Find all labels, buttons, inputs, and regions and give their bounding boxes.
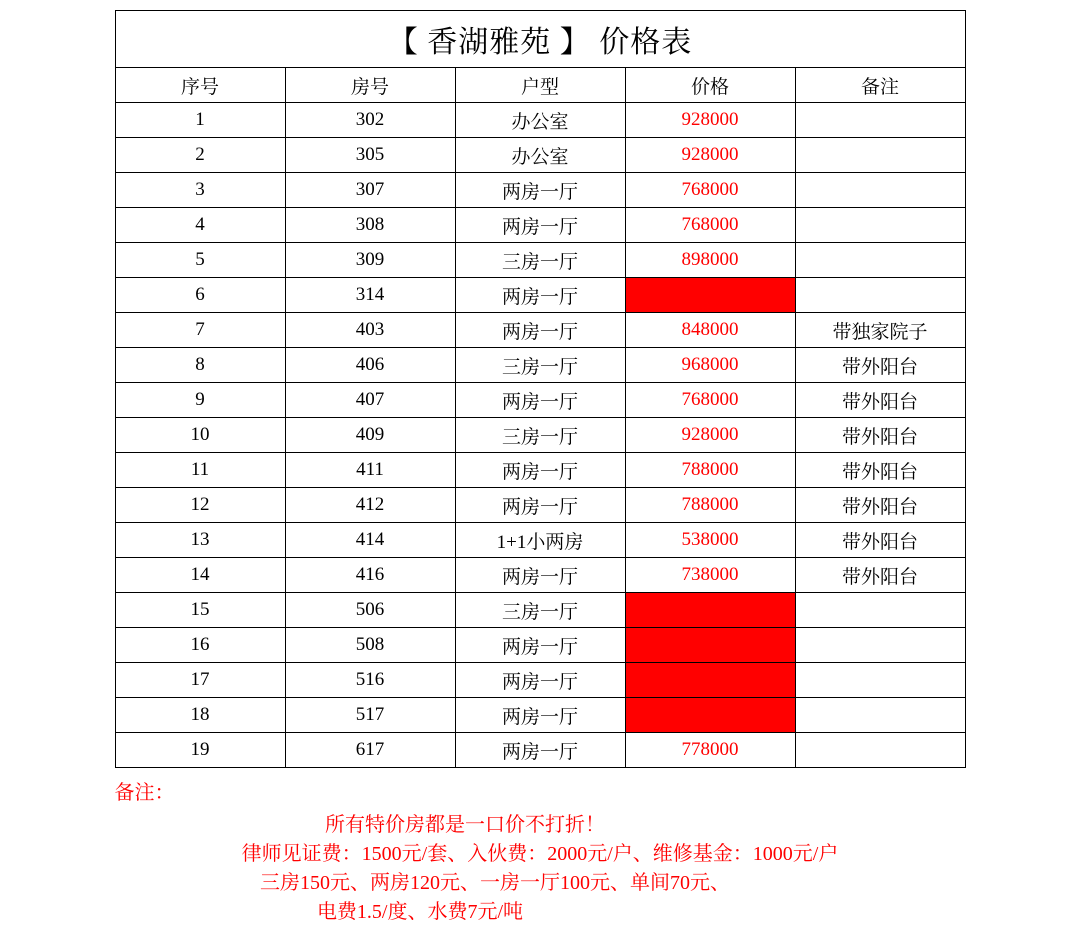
cell-room: 412 [285, 488, 455, 523]
column-header-type: 户型 [455, 68, 625, 103]
cell-remark: 带外阳台 [795, 383, 965, 418]
cell-price: 768000 [625, 173, 795, 208]
cell-price-sold [625, 593, 795, 628]
table-row [115, 698, 965, 733]
table-row [115, 383, 965, 418]
cell-room: 411 [285, 453, 455, 488]
cell-price-sold [625, 698, 795, 733]
table-row [115, 628, 965, 663]
cell-remark: 带外阳台 [795, 523, 965, 558]
cell-remark: 带外阳台 [795, 488, 965, 523]
table-row [115, 313, 965, 348]
cell-room: 516 [285, 663, 455, 698]
cell-remark [795, 278, 965, 313]
cell-remark [795, 628, 965, 663]
cell-index: 18 [115, 698, 285, 733]
cell-price: 788000 [625, 488, 795, 523]
cell-type: 三房一厅 [455, 418, 625, 453]
cell-type: 两房一厅 [455, 453, 625, 488]
cell-room: 406 [285, 348, 455, 383]
cell-index: 16 [115, 628, 285, 663]
table-header-row [115, 68, 965, 103]
cell-type: 1+1小两房 [455, 523, 625, 558]
cell-type: 两房一厅 [455, 733, 625, 768]
cell-index: 11 [115, 453, 285, 488]
cell-remark: 带外阳台 [795, 348, 965, 383]
column-header-price: 价格 [625, 68, 795, 103]
price-table [115, 10, 966, 768]
remarks-label: 备注： [114, 782, 175, 804]
cell-index: 2 [115, 138, 285, 173]
cell-remark [795, 663, 965, 698]
cell-type: 三房一厅 [455, 593, 625, 628]
cell-price: 788000 [625, 453, 795, 488]
cell-index: 9 [115, 383, 285, 418]
cell-index: 1 [115, 103, 285, 138]
column-header-index: 序号 [115, 68, 285, 103]
cell-room: 409 [285, 418, 455, 453]
cell-price: 928000 [625, 103, 795, 138]
cell-room: 617 [285, 733, 455, 768]
table-row [115, 348, 965, 383]
cell-index: 10 [115, 418, 285, 453]
cell-room: 302 [285, 103, 455, 138]
cell-remark [795, 243, 965, 278]
table-row [115, 278, 965, 313]
cell-index: 13 [115, 523, 285, 558]
cell-price: 898000 [625, 243, 795, 278]
table-row [115, 593, 965, 628]
cell-type: 两房一厅 [455, 173, 625, 208]
cell-index: 3 [115, 173, 285, 208]
column-header-remark: 备注 [795, 68, 965, 103]
title-row [115, 11, 965, 68]
cell-room: 414 [285, 523, 455, 558]
cell-price: 968000 [625, 348, 795, 383]
cell-index: 14 [115, 558, 285, 593]
table-row [115, 733, 965, 768]
cell-remark [795, 698, 965, 733]
cell-type: 两房一厅 [455, 488, 625, 523]
cell-index: 17 [115, 663, 285, 698]
cell-room: 508 [285, 628, 455, 663]
cell-type: 两房一厅 [455, 558, 625, 593]
cell-room: 517 [285, 698, 455, 733]
table-row [115, 208, 965, 243]
cell-remark [795, 138, 965, 173]
remarks-line-2: 律师见证费：1500元/套、入伙费：2000元/户、维修基金：1000元/户 [241, 843, 839, 865]
table-row [115, 453, 965, 488]
cell-type: 三房一厅 [455, 243, 625, 278]
cell-type: 办公室 [455, 103, 625, 138]
cell-index: 15 [115, 593, 285, 628]
cell-type: 办公室 [455, 138, 625, 173]
cell-price-sold [625, 628, 795, 663]
page-title: 【 香湖雅苑 】 价格表 [115, 11, 965, 68]
remarks-line-4: 电费1.5/度、水费7元/吨 [316, 901, 524, 923]
cell-room: 403 [285, 313, 455, 348]
remarks-line-3: 三房150元、两房120元、一房一厅100元、单间70元、 [260, 872, 730, 894]
cell-remark: 带独家院子 [795, 313, 965, 348]
cell-type: 两房一厅 [455, 208, 625, 243]
cell-room: 506 [285, 593, 455, 628]
cell-remark [795, 593, 965, 628]
cell-type: 两房一厅 [455, 663, 625, 698]
cell-index: 8 [115, 348, 285, 383]
cell-room: 314 [285, 278, 455, 313]
table-row [115, 523, 965, 558]
cell-index: 12 [115, 488, 285, 523]
cell-remark [795, 103, 965, 138]
cell-remark [795, 208, 965, 243]
column-header-room: 房号 [285, 68, 455, 103]
cell-type: 两房一厅 [455, 698, 625, 733]
cell-price-sold [625, 278, 795, 313]
cell-price: 928000 [625, 418, 795, 453]
table-row [115, 243, 965, 278]
cell-remark [795, 733, 965, 768]
cell-index: 7 [115, 313, 285, 348]
cell-price: 848000 [625, 313, 795, 348]
table-row [115, 173, 965, 208]
cell-price: 928000 [625, 138, 795, 173]
cell-price: 538000 [625, 523, 795, 558]
table-row [115, 663, 965, 698]
cell-type: 三房一厅 [455, 348, 625, 383]
cell-type: 两房一厅 [455, 628, 625, 663]
remarks-section [115, 776, 966, 927]
cell-index: 19 [115, 733, 285, 768]
cell-room: 305 [285, 138, 455, 173]
cell-remark: 带外阳台 [795, 558, 965, 593]
cell-room: 308 [285, 208, 455, 243]
cell-price: 778000 [625, 733, 795, 768]
cell-room: 307 [285, 173, 455, 208]
cell-index: 4 [115, 208, 285, 243]
cell-price-sold [625, 663, 795, 698]
table-row [115, 418, 965, 453]
table-row [115, 138, 965, 173]
cell-type: 两房一厅 [455, 313, 625, 348]
cell-remark: 带外阳台 [795, 453, 965, 488]
table-row [115, 103, 965, 138]
cell-room: 416 [285, 558, 455, 593]
cell-remark: 带外阳台 [795, 418, 965, 453]
cell-price: 738000 [625, 558, 795, 593]
table-row [115, 558, 965, 593]
cell-index: 6 [115, 278, 285, 313]
cell-room: 309 [285, 243, 455, 278]
cell-price: 768000 [625, 208, 795, 243]
cell-type: 两房一厅 [455, 383, 625, 418]
cell-remark [795, 173, 965, 208]
cell-type: 两房一厅 [455, 278, 625, 313]
remarks-line-1: 所有特价房都是一口价不打折！ [325, 814, 605, 836]
table-row [115, 488, 965, 523]
cell-room: 407 [285, 383, 455, 418]
cell-price: 768000 [625, 383, 795, 418]
cell-index: 5 [115, 243, 285, 278]
